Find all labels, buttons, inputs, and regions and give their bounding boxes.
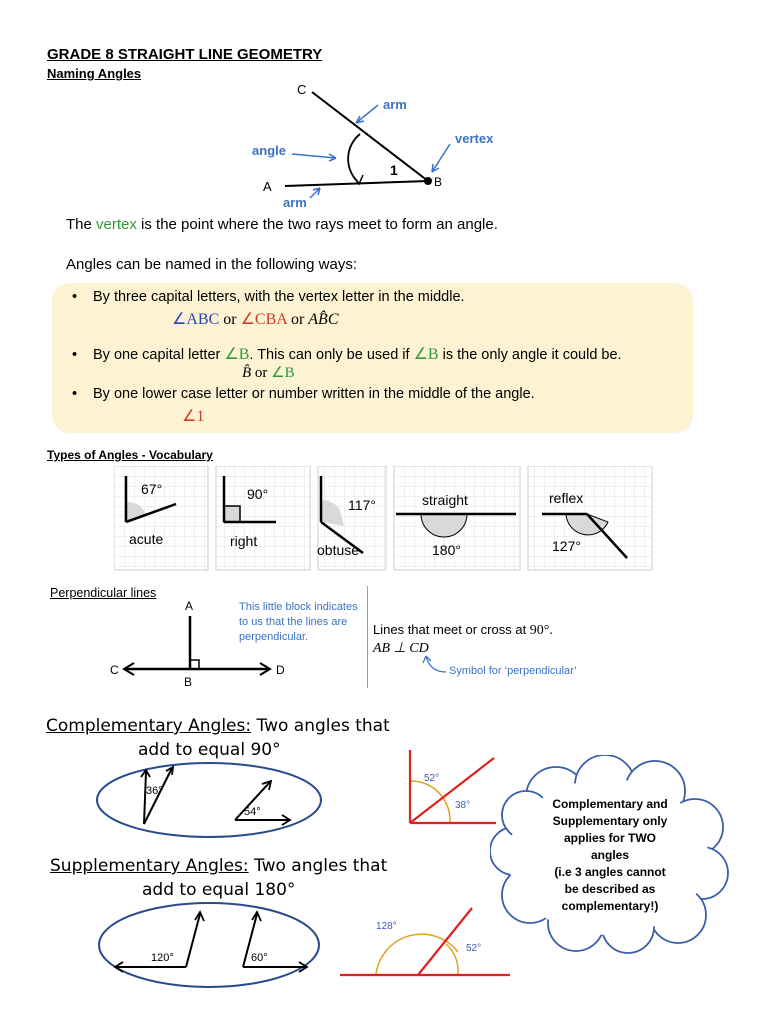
vertex-text-before: The <box>66 216 97 233</box>
cloud-callout-text <box>518 796 702 915</box>
definition-degrees: 90°. <box>529 623 553 638</box>
perp-label-c: C <box>110 663 119 677</box>
bullet-2-text-c: is the only angle it could be. <box>438 347 622 363</box>
angle-anatomy-diagram <box>240 78 520 214</box>
divider-line <box>367 586 368 688</box>
perpendicular-definition <box>373 622 553 639</box>
or-text: or <box>219 311 241 328</box>
angle-b: ∠B <box>271 365 295 381</box>
bullet-2-text-b: . This can only be used if <box>249 347 414 363</box>
right-degrees: 90° <box>247 486 269 502</box>
supplementary-angle-1: 120° <box>151 952 174 964</box>
reflex-degrees: 127° <box>552 538 581 554</box>
symbol-arrow <box>420 652 450 676</box>
bullet-3: • By one lower case letter or number written in the middle of the angle. <box>72 386 535 402</box>
supplementary-heading <box>50 856 387 876</box>
cloud-line: applies for TWO <box>563 831 656 845</box>
reflex-label: reflex <box>549 490 584 506</box>
complementary-fig-bottom: 38° <box>455 800 471 811</box>
complementary-angle-1: 36° <box>146 785 163 797</box>
supplementary-red-figure <box>338 904 514 980</box>
cloud-line: (i.e 3 angles cannot <box>554 865 666 879</box>
right-label: right <box>230 533 258 549</box>
section-title-perpendicular: Perpendicular lines <box>50 586 157 600</box>
or-text: or <box>286 311 309 328</box>
straight-label: straight <box>422 492 468 508</box>
label-a: A <box>263 179 272 194</box>
cloud-line: angles <box>590 848 629 862</box>
obtuse-label: obtuse <box>317 542 360 558</box>
supplementary-heading-line2: add to equal 180° <box>142 880 296 900</box>
bullet-2: • By one capital letter ∠B. This can only be used if ∠B is the only angle it could be. <box>72 346 622 363</box>
bullet-3-text: By one lower case letter or number written in the middle of the angle. <box>93 386 535 402</box>
angle-abc-hat: AB̂C <box>308 311 339 328</box>
complementary-term: Complementary Angles: <box>46 716 252 736</box>
label-angle: angle <box>252 143 286 158</box>
naming-intro: Angles can be named in the following ways: <box>66 256 358 273</box>
complementary-fig-top: 52° <box>424 773 440 784</box>
acute-label: acute <box>129 531 164 547</box>
or-text: or <box>251 365 272 381</box>
supplementary-heading-rest: Two angles that <box>248 856 388 876</box>
angle-b: ∠B <box>413 346 439 363</box>
complementary-heading-rest: Two angles that <box>251 716 390 736</box>
section-title-types: Types of Angles - Vocabulary <box>47 448 213 462</box>
supplementary-fig-left: 128° <box>376 921 397 932</box>
label-one: 1 <box>390 162 398 178</box>
supplementary-angle-2: 60° <box>251 952 268 964</box>
cloud-line: complementary!) <box>561 899 659 913</box>
complementary-heading-line2: add to equal 90° <box>138 740 281 760</box>
label-arm-top: arm <box>383 97 407 112</box>
straight-degrees: 180° <box>432 542 461 558</box>
perp-label-a: A <box>185 599 194 613</box>
definition-text: Lines that meet or cross at <box>373 622 530 637</box>
block-note: This little block indicates to us that the lines are perpendicular. <box>239 601 358 643</box>
angle-one: ∠1 <box>182 408 205 425</box>
cloud-line: Complementary and <box>552 797 668 811</box>
acute-degrees: 67° <box>141 481 163 497</box>
angle-types-grid <box>114 466 654 572</box>
page-title: GRADE 8 STRAIGHT LINE GEOMETRY <box>47 46 323 63</box>
perpendicular-notation: AB ⊥ CD <box>373 641 429 656</box>
b-hat: B̂ <box>242 365 252 381</box>
supplementary-term: Supplementary Angles: <box>50 856 249 876</box>
vertex-word: vertex <box>96 216 137 233</box>
label-c: C <box>297 82 307 97</box>
label-b: B <box>434 175 443 189</box>
vertex-text-after: is the point where the two rays meet to form an angle. <box>136 216 498 233</box>
complementary-heading <box>46 716 390 736</box>
angle-b: ∠B <box>224 346 250 363</box>
cloud-line: Supplementary only <box>552 814 668 828</box>
symbol-note: Symbol for ‘perpendicular’ <box>449 665 577 677</box>
supplementary-fig-right: 52° <box>466 943 482 954</box>
bullet-2-text-a: By one capital letter <box>93 347 225 363</box>
section-title-naming-angles: Naming Angles <box>47 66 142 81</box>
angle-abc: ∠ABC <box>172 311 220 328</box>
label-arm-bottom: arm <box>283 195 307 210</box>
obtuse-degrees: 117° <box>348 497 376 513</box>
complementary-ellipse-figure <box>94 760 324 840</box>
supplementary-ellipse-figure <box>96 900 322 992</box>
perp-label-d: D <box>276 663 285 677</box>
angle-cba: ∠CBA <box>240 311 287 328</box>
complementary-angle-2: 54° <box>244 806 261 818</box>
label-vertex: vertex <box>455 131 494 146</box>
bullet-2-examples <box>242 363 295 382</box>
cloud-line: be described as <box>564 882 656 896</box>
bullet-1: • By three capital letters, with the vertex letter in the middle. <box>72 289 465 305</box>
vertex-definition <box>66 216 498 233</box>
bullet-1-examples <box>172 309 338 329</box>
complementary-red-figure <box>400 748 500 828</box>
bullet-1-text: By three capital letters, with the vertex letter in the middle. <box>93 289 465 305</box>
perp-label-b: B <box>184 675 193 688</box>
